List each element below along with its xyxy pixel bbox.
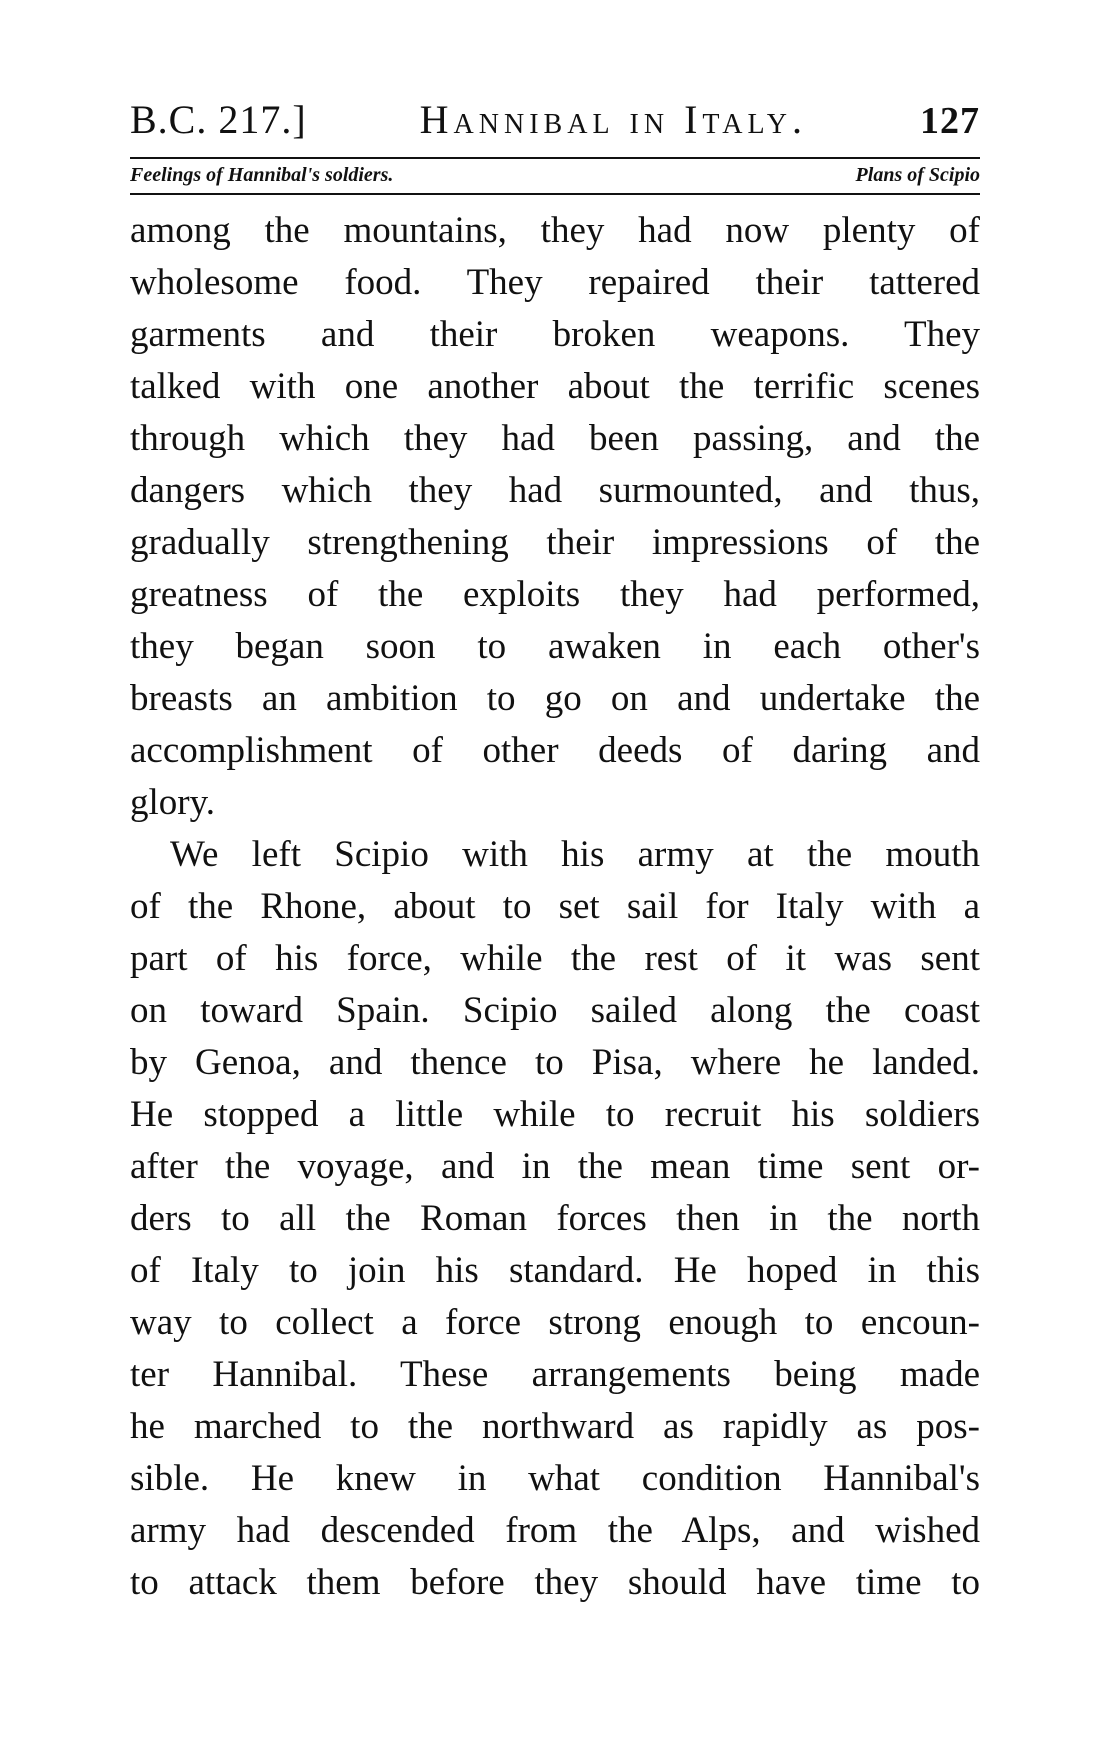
- subhead-left: Feelings of Hannibal's soldiers.: [130, 164, 394, 186]
- text-line: He stopped a little while to recruit his soldiers: [130, 1094, 980, 1135]
- text-line: sible. He knew in what condition Hannibal's: [130, 1458, 980, 1499]
- subheads: [130, 159, 980, 193]
- text-line: among the mountains, they had now plenty of: [130, 210, 980, 251]
- running-head: [130, 96, 980, 145]
- text-line: ter Hannibal. These arrangements being made: [130, 1354, 980, 1395]
- text-line: gradually strengthening their impressions of the: [130, 522, 980, 563]
- text-line: wholesome food. They repaired their tattered: [130, 262, 980, 303]
- text-line: ders to all the Roman forces then in the north: [130, 1198, 980, 1239]
- body-text: [130, 205, 980, 1609]
- text-line: through which they had been passing, and the: [130, 418, 980, 459]
- text-line: they began soon to awaken in each other's: [130, 626, 980, 667]
- header-title: Hannibal in Italy.: [419, 97, 808, 142]
- text-line: glory.: [130, 782, 215, 823]
- text-line: on toward Spain. Scipio sailed along the coast: [130, 990, 980, 1031]
- text-line: he marched to the northward as rapidly as pos-: [130, 1406, 980, 1447]
- text-line: after the voyage, and in the mean time sent or-: [130, 1146, 980, 1187]
- text-line: of Italy to join his standard. He hoped in this: [130, 1250, 980, 1291]
- text-line: army had descended from the Alps, and wished: [130, 1510, 980, 1551]
- text-line: of the Rhone, about to set sail for Italy with a: [130, 886, 980, 927]
- text-line: garments and their broken weapons. They: [130, 314, 980, 355]
- text-line: breasts an ambition to go on and undertake the: [130, 678, 980, 719]
- book-page: [130, 96, 980, 1609]
- text-line: to attack them before they should have time to: [130, 1562, 980, 1603]
- text-line: dangers which they had surmounted, and thus,: [130, 470, 980, 511]
- paragraph-2: [130, 829, 980, 1609]
- text-line: greatness of the exploits they had performed,: [130, 574, 980, 615]
- header-rule-bottom: [130, 193, 980, 195]
- text-line: part of his force, while the rest of it was sent: [130, 938, 980, 979]
- text-line: accomplishment of other deeds of daring and: [130, 730, 980, 771]
- paragraph-1: [130, 205, 980, 829]
- text-line: We left Scipio with his army at the mouth: [170, 834, 980, 875]
- subhead-right: Plans of Scipio: [855, 164, 980, 186]
- text-line: way to collect a force strong enough to encoun-: [130, 1302, 980, 1343]
- header-date: B.C. 217.]: [130, 97, 307, 142]
- text-line: talked with one another about the terrific scenes: [130, 366, 980, 407]
- page-number: 127: [920, 100, 980, 142]
- text-line: by Genoa, and thence to Pisa, where he landed.: [130, 1042, 980, 1083]
